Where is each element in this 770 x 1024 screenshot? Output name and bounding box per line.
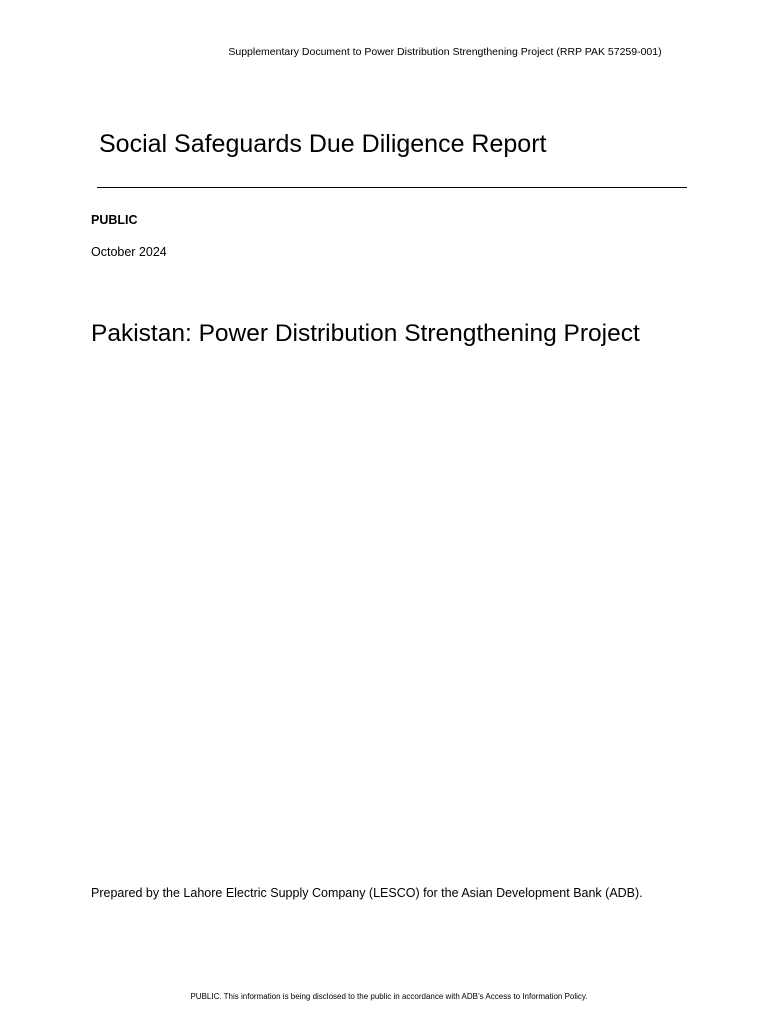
disclosure-footer-note: PUBLIC. This information is being disclosed to the public in accordance with ADB’s Access to Information Policy. [190, 992, 588, 1001]
report-title: Social Safeguards Due Diligence Report [99, 130, 547, 158]
title-underline-rule [97, 187, 687, 188]
supplementary-document-note: Supplementary Document to Power Distribution Strengthening Project (RRP PAK 57259-001) [228, 46, 662, 58]
project-title: Pakistan: Power Distribution Strengthening Project [91, 320, 640, 347]
classification-label: PUBLIC [91, 213, 138, 227]
document-date: October 2024 [91, 245, 167, 259]
prepared-by-statement: Prepared by the Lahore Electric Supply Company (LESCO) for the Asian Development Bank (ADB). [91, 886, 643, 900]
